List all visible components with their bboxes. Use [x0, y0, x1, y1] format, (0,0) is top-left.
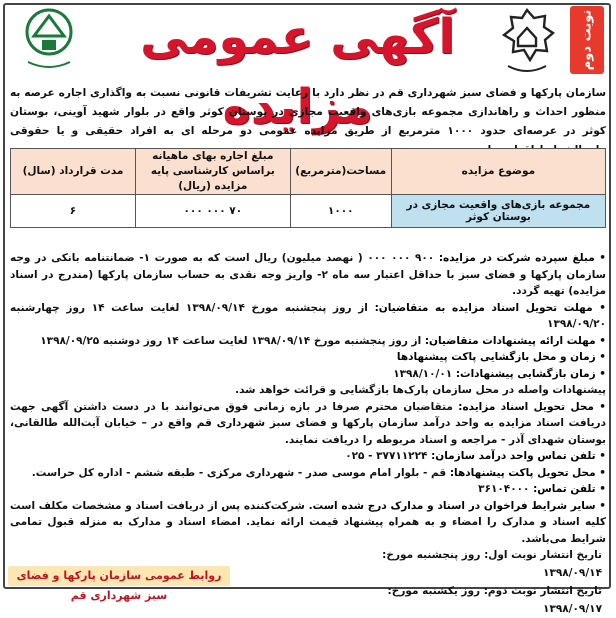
cell-area: ۱۰۰۰ [290, 195, 391, 228]
opening-note: پیشنهادات واصله در محل سازمان پارک‌ها بازگشایی و قرائت خواهد شد. [235, 384, 606, 396]
delivery-line: • محل تحویل اسناد مزایده: متقاضیان محترم صرفا در بازه زمانی فوق می‌توانند با در دست داشتن آگهی جهت دریافت اسناد مزایده به واحد درآمد سازمان پارکها و فضای سبز شهرداری قم واقع در – خیابان آیت‌الله طالقانی، بوستان شهدای آذر - مراجعه و اسناد مربوطه را دریافت نمایند. [10, 400, 606, 446]
opening-time-line: • زمان بازگشایی پیشنهادات: ۱۳۹۸/۱۰/۰۱ [393, 367, 606, 380]
contact-line: • تلفن تماس: ۳۶۱۰۴۰۰۰ [478, 483, 606, 495]
cell-duration: ۶ [11, 195, 136, 228]
docs-deadline-line: • مهلت تحویل اسناد مزایده به متقاضیان: از روز پنجشنبه مورخ ۱۳۹۸/۰۹/۱۴ لغایت ساعت ۱۴ روز چهارشنبه ۱۳۹۸/۰۹/۲۰ [10, 301, 606, 330]
deposit-line: • مبلغ سپرده شرکت در مزایده: ۹۰۰ ۰۰۰ ۰۰۰ ( نهصد میلیون) ریال است که به صورت ۱- ضمانتنامه بانکی در وجه سازمان پارکها و فضای سبز با حداقل اعتبار سه ماه ۲- واریز وجه نقدی به حساب سازمان پارکها (مندرج در اسناد مزایده) تهیه گردد. [10, 252, 607, 297]
table-row [11, 195, 606, 228]
municipality-logo-icon [498, 6, 556, 76]
parks-organization-logo-icon [20, 6, 78, 76]
offer-deadline-line: • مهلت ارائه پیشنهادات متقاضیان: از روز پنجشنبه مورخ ۱۳۹۸/۰۹/۱۴ لغایت ساعت ۱۴ روز دوشنبه ۱۳۹۸/۰۹/۲۵ [40, 334, 606, 347]
auction-details [10, 250, 606, 547]
phone-line: • تلفن تماس واحد درآمد سازمان: ۳۷۷۱۱۲۲۴ - ۰۲۵ [345, 450, 606, 462]
column-header-rent: مبلغ اجاره بهای ماهیانه براساس کارشناسی پایه مزایده (ریال) [135, 149, 290, 195]
publication-dates [332, 546, 602, 618]
column-header-area: مساحت(مترمربع) [290, 149, 391, 195]
cell-subject: مجموعه بازی‌های واقعیت مجازی در بوستان کوثر [391, 195, 605, 228]
envelope-line: • محل تحویل پاکت پیشنهادها: قم - بلوار امام موسی صدر - شهرداری مرکزی - طبقه ششم - اداره کل حراست. [31, 466, 606, 479]
page-title: آگهی عمومی مزایده [140, 9, 455, 135]
terms-line: • سایر شرایط فراخوان در اسناد و مدارک درج شده است. شرکت‌کننده پس از دریافت اسناد و مشخصات مکلف است کلیه اسناد و مدارک را امضاء و به همراه پیشنهاد قیمت ارائه نماید. امضاء اسناد و مدارک به منزله قبول تمامی شرایط می‌باشد. [10, 499, 606, 545]
column-header-subject: موضوع مزایده [391, 149, 605, 195]
second-publication-date: تاریخ انتشار نوبت دوم: روز یکشنبه مورخ: ۱۳۹۸/۰۹/۱۷ [387, 585, 602, 615]
auction-items-table [10, 148, 606, 228]
column-header-duration: مدت قرارداد (سال) [11, 149, 136, 195]
round-badge-label: نوبت دوم [579, 9, 595, 71]
table-header-row [11, 149, 606, 195]
intro-paragraph: سازمان پارکها و فضای سبز شهرداری قم در نظر دارد با رعایت تشریفات قانونی نسبت به واگذاری اجاره عرصه به منظور احداث و راهاندازی مجموعه بازی‌های واقعیت مجازی در بوستان کوثر واقع در بلوار شهید آوینی، بوستان کوثر در عرصه‌ای حدود ۱۰۰۰ مترمربع از طریق مزایده عمومی دو مرحله ای به افراد حقیقی و یا حقوقی [10, 87, 607, 137]
round-badge [570, 6, 604, 74]
cell-rent: ۷۰ ۰۰۰ ۰۰۰ [135, 195, 290, 228]
public-relations-footer: روابط عمومی سازمان پارکها و فضای سبز شهرداری قم [8, 566, 230, 586]
first-publication-date: تاریخ انتشار نوبت اول: روز پنجشنبه مورخ: ۱۳۹۸/۰۹/۱۴ [382, 549, 602, 579]
opening-place-line: • زمان و محل بازگشایی پاکت پیشنهادها [396, 351, 606, 363]
